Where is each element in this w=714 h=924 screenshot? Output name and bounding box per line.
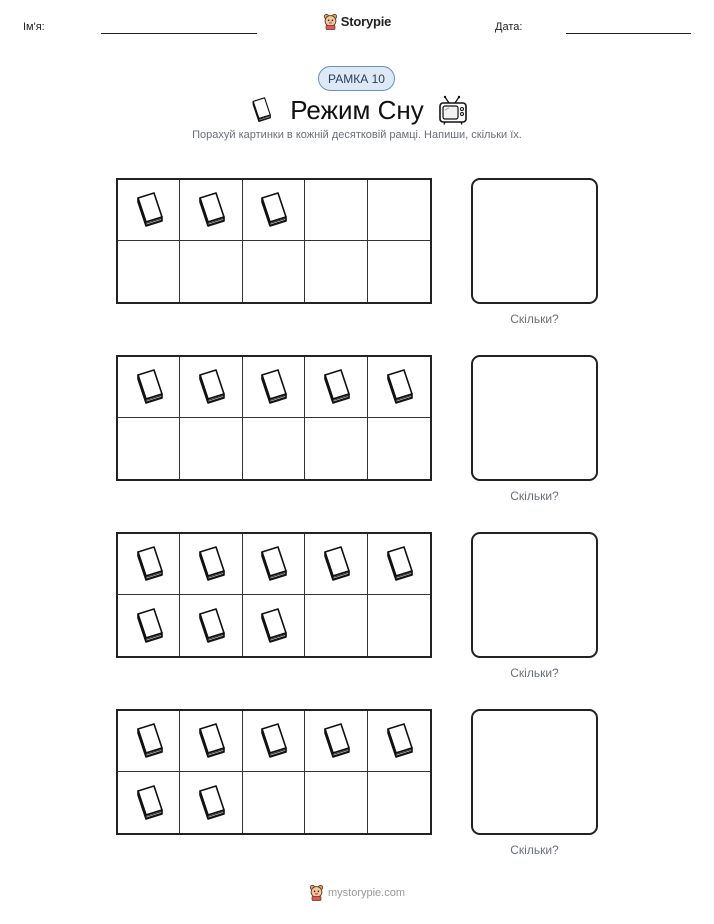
ten-frame-cell bbox=[305, 711, 367, 772]
title-row bbox=[0, 92, 714, 128]
ten-frame-cell bbox=[243, 711, 305, 772]
how-many-prompt: Скільки? bbox=[510, 489, 559, 503]
ten-frame-cell bbox=[368, 595, 430, 656]
ten-frame-cell bbox=[118, 711, 180, 772]
ten-frame-cell bbox=[180, 595, 242, 656]
ten-frame-cell bbox=[243, 180, 305, 241]
ten-frame-cell bbox=[368, 772, 430, 833]
ten-frame-cell bbox=[305, 357, 367, 418]
ten-frame-cell bbox=[180, 772, 242, 833]
book-icon bbox=[379, 366, 419, 408]
ten-frame-cell bbox=[118, 534, 180, 595]
ten-frame-cell bbox=[305, 772, 367, 833]
ten-frame-cell bbox=[243, 418, 305, 479]
book-icon bbox=[191, 189, 231, 231]
ten-frame-cell bbox=[118, 357, 180, 418]
book-icon bbox=[253, 720, 293, 762]
date-line[interactable] bbox=[566, 33, 691, 34]
book-icon bbox=[191, 720, 231, 762]
ten-frame-cell bbox=[368, 534, 430, 595]
ten-frame-cell bbox=[305, 241, 367, 302]
ten-frame-cell bbox=[368, 180, 430, 241]
answer-box-3[interactable] bbox=[471, 532, 598, 658]
book-icon bbox=[253, 543, 293, 585]
book-icon bbox=[253, 189, 293, 231]
ten-frame-cell bbox=[180, 534, 242, 595]
answer-box-4[interactable] bbox=[471, 709, 598, 835]
brand-name: Storypie bbox=[340, 14, 392, 29]
frame-badge: РАМКА 10 bbox=[318, 66, 395, 91]
instructions: Порахуй картинки в кожній десятковій рамці. Напиши, скільки їх. bbox=[192, 129, 522, 141]
ten-frame-cell bbox=[305, 180, 367, 241]
how-many-prompt: Скільки? bbox=[510, 843, 559, 857]
ten-frame-cell bbox=[118, 772, 180, 833]
ten-frame-cell bbox=[305, 595, 367, 656]
book-icon bbox=[316, 720, 356, 762]
book-icon bbox=[129, 189, 169, 231]
storypie-mascot-icon bbox=[323, 13, 338, 30]
ten-frame-cell bbox=[305, 534, 367, 595]
ten-frame-cell bbox=[368, 241, 430, 302]
page-title: Режим Сну bbox=[290, 94, 424, 125]
book-icon bbox=[316, 366, 356, 408]
ten-frame-cell bbox=[118, 595, 180, 656]
ten-frame-cell bbox=[243, 772, 305, 833]
book-icon bbox=[253, 605, 293, 647]
storypie-mascot-icon bbox=[309, 884, 324, 901]
ten-frame-3 bbox=[116, 532, 432, 658]
name-label: Ім'я: bbox=[23, 21, 45, 33]
ten-frame-cell bbox=[118, 180, 180, 241]
ten-frame-cell bbox=[118, 241, 180, 302]
book-icon bbox=[129, 782, 169, 824]
book-icon bbox=[191, 782, 231, 824]
name-line[interactable] bbox=[101, 33, 257, 34]
ten-frame-2 bbox=[116, 355, 432, 481]
answer-box-1[interactable] bbox=[471, 178, 598, 304]
ten-frame-cell bbox=[180, 418, 242, 479]
ten-frame-1 bbox=[116, 178, 432, 304]
book-icon bbox=[316, 543, 356, 585]
brand-logo bbox=[0, 13, 714, 30]
book-icon bbox=[129, 605, 169, 647]
how-many-prompt: Скільки? bbox=[510, 666, 559, 680]
book-icon bbox=[246, 95, 276, 125]
ten-frame-cell bbox=[243, 357, 305, 418]
book-icon bbox=[191, 605, 231, 647]
book-icon bbox=[253, 366, 293, 408]
ten-frame-cell bbox=[368, 357, 430, 418]
ten-frame-cell bbox=[118, 418, 180, 479]
ten-frame-cell bbox=[368, 711, 430, 772]
how-many-prompt: Скільки? bbox=[510, 312, 559, 326]
date-label: Дата: bbox=[495, 21, 523, 33]
ten-frame-cell bbox=[180, 357, 242, 418]
book-icon bbox=[191, 543, 231, 585]
answer-box-2[interactable] bbox=[471, 355, 598, 481]
tv-icon bbox=[438, 95, 468, 125]
ten-frame-cell bbox=[243, 241, 305, 302]
book-icon bbox=[379, 543, 419, 585]
ten-frame-cell bbox=[180, 180, 242, 241]
book-icon bbox=[129, 720, 169, 762]
footer-url: mystorypie.com bbox=[327, 886, 406, 899]
ten-frame-cell bbox=[180, 711, 242, 772]
ten-frame-4 bbox=[116, 709, 432, 835]
book-icon bbox=[129, 366, 169, 408]
footer bbox=[0, 884, 714, 901]
ten-frame-cell bbox=[180, 241, 242, 302]
ten-frame-cell bbox=[243, 534, 305, 595]
book-icon bbox=[129, 543, 169, 585]
ten-frame-cell bbox=[243, 595, 305, 656]
ten-frame-cell bbox=[305, 418, 367, 479]
book-icon bbox=[191, 366, 231, 408]
book-icon bbox=[379, 720, 419, 762]
ten-frame-cell bbox=[368, 418, 430, 479]
